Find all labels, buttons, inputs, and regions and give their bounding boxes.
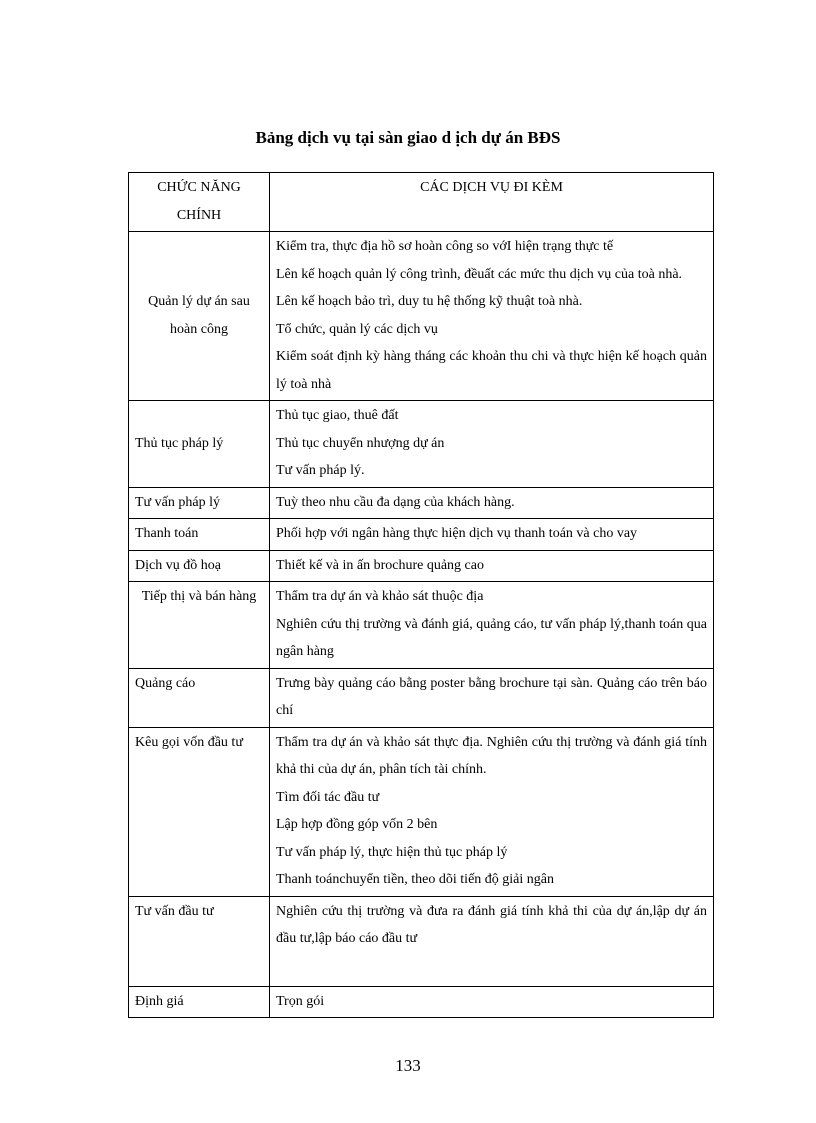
function-cell: Quảng cáo — [129, 668, 270, 727]
services-cell — [270, 519, 714, 551]
service-item: Thẩm tra dự án và khảo sát thuộc địa — [276, 589, 484, 604]
service-item: Trưng bày quảng cáo bằng poster bằng brochure tại sàn. Quảng cáo trên báo chí — [276, 675, 707, 718]
services-cell — [270, 232, 714, 401]
service-item: Lên kế hoạch quản lý công trình, đềuất các mức thu dịch vụ của toà nhà. — [276, 266, 683, 282]
page-title: Bảng dịch vụ tại sàn giao d ịch dự án BĐS — [255, 128, 561, 147]
function-cell: Kêu gọi vốn đầu tư — [129, 727, 270, 896]
function-cell: Thanh toán — [129, 519, 270, 551]
service-item: Kiểm soát định kỳ hàng tháng các khoản thu chi và thực hiện kế hoạch quản lý toà nhà — [276, 349, 707, 392]
page-number: 133 — [395, 1056, 421, 1075]
services-cell — [270, 727, 714, 896]
function-cell: Quản lý dự án sau hoàn công — [129, 232, 270, 401]
service-item: Thẩm tra dự án và khảo sát thực địa. Nghiên cứu thị trường và đánh giá tính khả thi của dự án, phân tích tài chính. — [276, 734, 707, 777]
service-item: Thiết kế và in ấn brochure quảng cao — [276, 557, 484, 573]
services-cell — [270, 668, 714, 727]
function-cell: Tư vấn đầu tư — [129, 896, 270, 986]
service-item: Tư vấn pháp lý. — [276, 463, 365, 478]
function-cell: Tư vấn pháp lý — [129, 487, 270, 519]
table-row — [129, 668, 714, 727]
services-cell — [270, 487, 714, 519]
service-item: Trọn gói — [276, 993, 325, 1009]
table-row — [129, 487, 714, 519]
table-row — [129, 727, 714, 896]
header-related-services: CÁC DỊCH VỤ ĐI KÈM — [270, 173, 714, 232]
service-item: Phối hợp với ngân hàng thực hiện dịch vụ thanh toán và cho vay — [276, 526, 638, 541]
service-item: Nghiên cứu thị trường và đưa ra đánh giá tính khả thi của dự án,lập dự án đầu tư,lập báo cáo đầu tư — [276, 903, 707, 946]
function-cell: Định giá — [129, 986, 270, 1018]
function-cell: Tiếp thị và bán hàng — [129, 582, 270, 669]
table-row — [129, 519, 714, 551]
service-item: Lập hợp đồng góp vốn 2 bên — [276, 817, 438, 832]
services-cell — [270, 582, 714, 669]
table-row — [129, 232, 714, 401]
function-cell: Thủ tục pháp lý — [129, 401, 270, 488]
service-item: Thủ tục chuyển nhượng dự án — [276, 435, 445, 451]
service-item: Thủ tục giao, thuê đất — [276, 408, 399, 423]
service-item: Nghiên cứu thị trường và đánh giá, quảng cáo, tư vấn pháp lý,thanh toán qua ngân hàng — [276, 616, 707, 659]
header-main-function: CHỨC NĂNG CHÍNH — [129, 173, 270, 232]
services-cell — [270, 896, 714, 986]
table-row — [129, 986, 714, 1018]
services-table — [128, 172, 714, 1018]
service-item: Tuỳ theo nhu cầu đa dạng của khách hàng. — [276, 494, 515, 510]
service-item: Kiểm tra, thực địa hồ sơ hoàn công so vớI hiện trạng thực tế — [276, 239, 614, 254]
service-item: Tổ chức, quản lý các dịch vụ — [276, 321, 438, 337]
service-item: Lên kế hoạch bảo trì, duy tu hệ thống kỹ thuật toà nhà. — [276, 294, 583, 309]
function-cell: Dịch vụ đồ hoạ — [129, 550, 270, 582]
service-item: Tư vấn pháp lý, thực hiện thủ tục pháp lý — [276, 844, 508, 860]
table-row — [129, 896, 714, 986]
service-item: Thanh toánchuyển tiền, theo dõi tiến độ giải ngân — [276, 872, 554, 887]
services-cell — [270, 986, 714, 1018]
table-row — [129, 550, 714, 582]
table-row — [129, 582, 714, 669]
services-cell — [270, 401, 714, 488]
service-item: Tìm đối tác đầu tư — [276, 789, 380, 805]
table-row — [129, 401, 714, 488]
table-header-row — [129, 173, 714, 232]
services-cell — [270, 550, 714, 582]
